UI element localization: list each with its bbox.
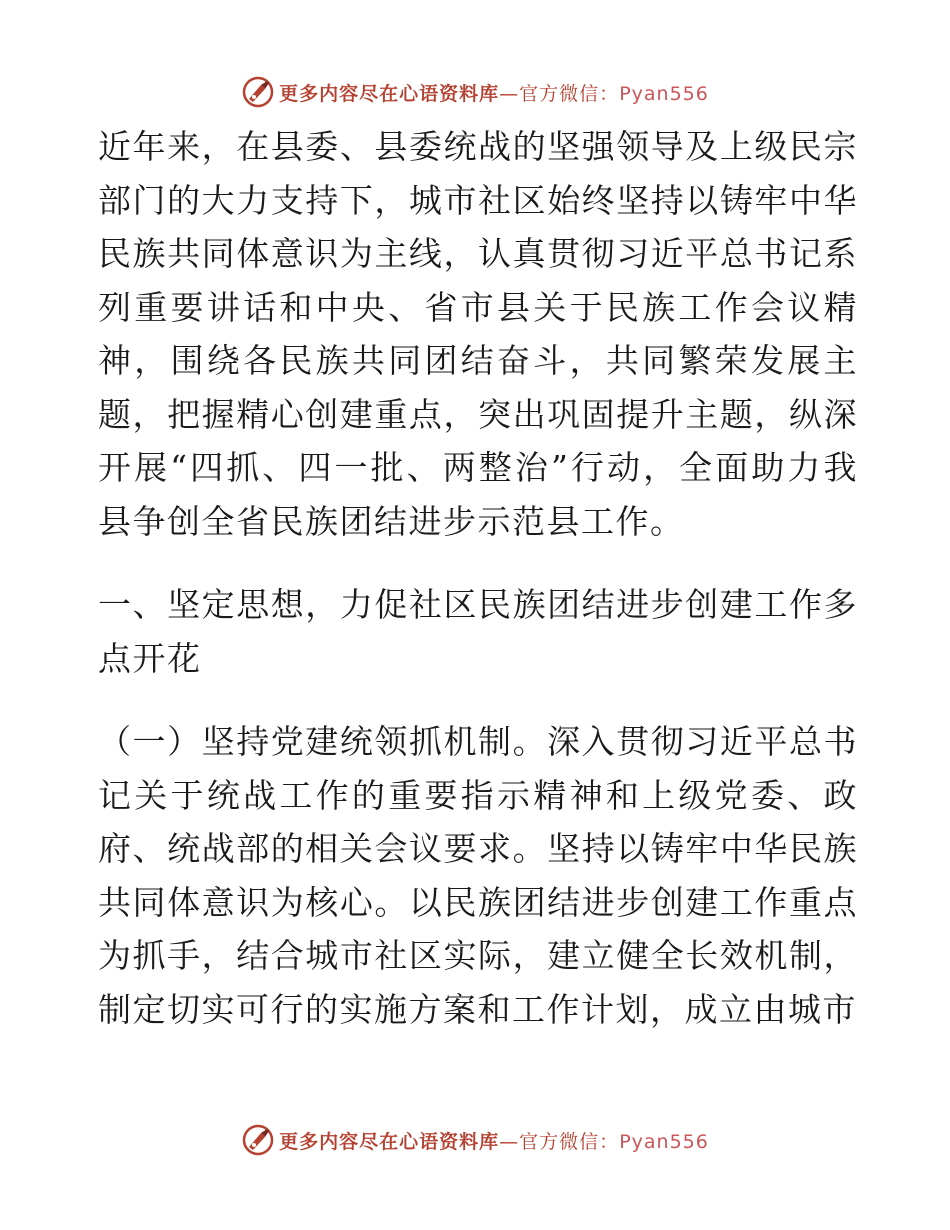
watermark-wechat-id: Pyan556 bbox=[619, 82, 709, 105]
header-watermark bbox=[0, 72, 950, 112]
pen-nib-logo-icon bbox=[241, 75, 275, 109]
intro-paragraph: 近年来，在县委、县委统战的坚强领导及上级民宗部门的大力支持下，城市社区始终坚持以铸牢中华民族共同体意识为主线，认真贯彻习近平总书记系列重要讲话和中央、省市县关于民族工作会议精神，围绕各民族共同团结奋斗，共同繁荣发展主题，把握精心创建重点，突出巩固提升主题，纵深开展“四抓、四一批、两整治”行动，全面助力我县争创全省民族团结进步示范县工作。 bbox=[98, 127, 858, 541]
watermark-separator: — bbox=[499, 1130, 520, 1153]
watermark-wechat-label: 官方微信： bbox=[519, 82, 620, 105]
watermark-wechat-id: Pyan556 bbox=[619, 1130, 709, 1153]
pen-nib-logo-icon bbox=[241, 1123, 275, 1157]
watermark-separator: — bbox=[499, 82, 520, 105]
watermark-brand: 更多内容尽在心语资料库 bbox=[279, 1130, 500, 1153]
watermark-brand: 更多内容尽在心语资料库 bbox=[279, 82, 500, 105]
subsection-paragraph: （一）坚持党建统领抓机制。深入贯彻习近平总书记关于统战工作的重要指示精神和上级党委、政府、统战部的相关会议要求。坚持以铸牢中华民族共同体意识为核心。以民族团结进步创建工作重点为抓手，结合城市社区实际，建立健全长效机制，制定切实可行的实施方案和工作计划，成立由城市 bbox=[98, 722, 858, 1029]
document-body bbox=[98, 120, 858, 1036]
section-heading: 一、坚定思想，力促社区民族团结进步创建工作多点开花 bbox=[98, 585, 858, 678]
footer-watermark bbox=[0, 1120, 950, 1160]
watermark-wechat-label: 官方微信： bbox=[519, 1130, 620, 1153]
